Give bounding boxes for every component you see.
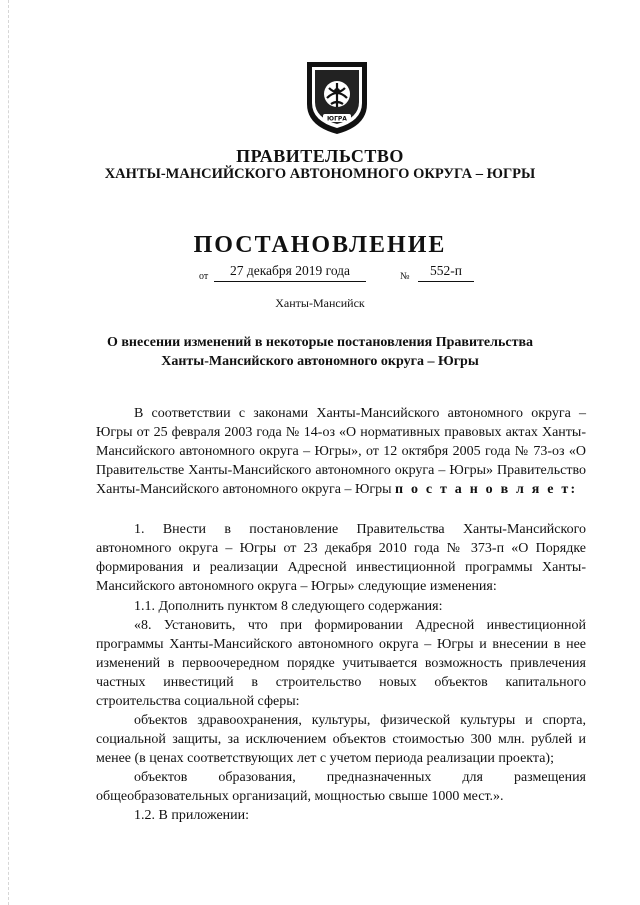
number-label: № (400, 271, 410, 282)
preamble-text: В соответствии с законами Ханты-Мансийского автономного округа – Югры от 25 февраля 2003 года № 14-оз «О нормативных правовых актах Ханты-Мансийского автономного округа – Югры», от 12 октября 2005 года № 73-оз «О Правительстве Ханты-Мансийского автономного округа – Югры» Правительство Ханты-Мансийского автономного округа – Югры (96, 406, 586, 497)
scan-edge (8, 0, 10, 905)
clause-bullet-1: объектов здравоохранения, культуры, физической культуры и спорта, социальной защиты, за исключением объектов стоимостью 300 млн. рублей и менее (в ценах соответствующих лет с учетом периода реализации проекта); (96, 713, 586, 766)
coat-of-arms-emblem (301, 58, 373, 136)
subject-line-1: О внесении изменений в некоторые постановления Правительства (106, 335, 534, 350)
resolves-word: п о с т а н о в л я е т: (395, 482, 578, 497)
clause-8-text: «8. Установить, что при формировании Адресной инвестиционной программы Ханты-Мансийского автономного округа – Югры и внесении в нее изменений в первоочередном порядке учитывается возможность привлечения частных инвестиций в строительство новых объектов капитального строительства социальной сферы: (96, 618, 586, 709)
subject-line-2: Ханты-Мансийского автономного округа – Югры (161, 354, 479, 369)
date-label: от (199, 271, 209, 282)
decree-date: 27 декабря 2019 года (214, 263, 366, 282)
decree-subject (0, 333, 640, 371)
preamble-paragraph (96, 404, 586, 499)
item-1-2-text: 1.2. В приложении: (134, 808, 250, 823)
government-title: ПРАВИТЕЛЬСТВО (236, 146, 404, 166)
clause-bullet-2: объектов образования, предназначенных для размещения общеобразовательных организаций, мощностью свыше 1000 мест.». (96, 770, 586, 804)
decree-title: ПОСТАНОВЛЕНИЕ (193, 232, 447, 258)
svg-text:ЮГРА: ЮГРА (327, 115, 347, 123)
government-subtitle: ХАНТЫ-МАНСИЙСКОГО АВТОНОМНОГО ОКРУГА – ЮГРЫ (104, 166, 536, 182)
item-1-1-text: 1.1. Дополнить пунктом 8 следующего содержания: (134, 599, 443, 614)
decree-number: 552-п (418, 263, 474, 282)
decree-meta (0, 263, 640, 285)
item-1-1-section (96, 597, 586, 825)
item-1-paragraph (96, 520, 586, 596)
decree-city: Ханты-Мансийск (275, 296, 365, 310)
item-1-text: 1. Внести в постановление Правительства Ханты-Мансийского автономного округа – Югры от 23 декабря 2010 года № 373-п «О Порядке формирования и реализации Адресной инвестиционной программы Ханты-Мансийского автономного округа – Югры» следующие изменения: (96, 522, 586, 594)
